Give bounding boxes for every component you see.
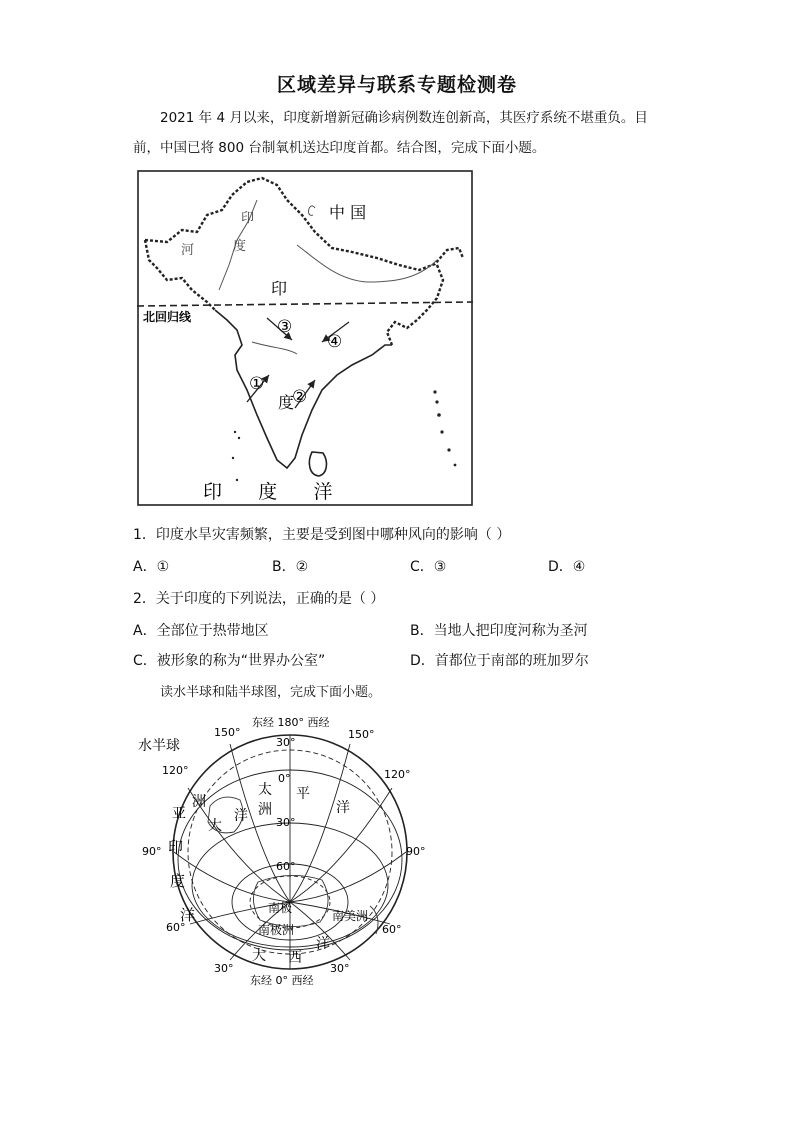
question-1-text: 印度水旱灾害频繁，主要是受到图中哪种风向的影响（ ） bbox=[155, 527, 511, 543]
lon-label-120e: 120° bbox=[384, 768, 411, 781]
label-india-top: 印 bbox=[271, 279, 288, 298]
lon-label-90e: 90° bbox=[406, 845, 426, 858]
tropic-label: 北回归线 bbox=[143, 310, 192, 324]
q2-option-d[interactable]: D．首都位于南部的班加罗尔 bbox=[410, 653, 589, 669]
q1-option-c[interactable]: C．③ bbox=[410, 559, 447, 575]
lat-label-30s: 30° bbox=[276, 816, 296, 829]
region-label-da: 大 bbox=[208, 818, 222, 834]
region-label-asia-zhou: 洲 bbox=[192, 794, 206, 810]
q1-option-b[interactable]: B．② bbox=[272, 559, 309, 575]
region-label-atlantic-da: 大 bbox=[252, 948, 266, 964]
label-china: 中 国 bbox=[329, 203, 367, 222]
lon-label-60e: 60° bbox=[382, 923, 402, 936]
region-label-tai: 太 bbox=[258, 782, 272, 798]
question-2-number: 2． bbox=[133, 591, 156, 607]
question-2-text: 关于印度的下列说法，正确的是（ ） bbox=[155, 591, 385, 607]
region-label-south-pole: 南极 bbox=[268, 901, 293, 915]
lon-label-30w: 30° bbox=[214, 962, 234, 975]
label-river-1: 印 bbox=[241, 211, 255, 226]
lon-label-30e: 30° bbox=[330, 962, 350, 975]
region-label-zhou: 洲 bbox=[258, 802, 272, 818]
question-2 bbox=[133, 588, 384, 608]
lat-label-30n: 30° bbox=[276, 736, 296, 749]
arrow-label-3: ③ bbox=[277, 317, 293, 337]
lon-label-150w: 150° bbox=[214, 726, 241, 739]
q2-option-b[interactable]: B．当地人把印度河称为圣河 bbox=[410, 623, 588, 639]
question-1-number: 1． bbox=[133, 527, 156, 543]
instruction-2: 读水半球和陆半球图，完成下面小题。 bbox=[160, 685, 382, 700]
region-label-atlantic-yang: 洋 bbox=[316, 936, 330, 952]
label-indian-ocean: 印 度 洋 bbox=[203, 481, 333, 503]
label-india-low: 度 bbox=[278, 393, 295, 412]
region-label-ping: 平 bbox=[296, 786, 310, 802]
region-label-ya: 亚 bbox=[172, 806, 186, 822]
lon-label-120w: 120° bbox=[162, 764, 189, 777]
lat-label-60s: 60° bbox=[276, 860, 296, 873]
q2-option-c[interactable]: C．被形象的称为“世界办公室” bbox=[133, 653, 326, 669]
map-frame bbox=[138, 171, 472, 505]
q2-option-a[interactable]: A．全部位于热带地区 bbox=[133, 623, 269, 639]
lon-label-90w: 90° bbox=[142, 845, 162, 858]
lon-label-60w: 60° bbox=[166, 921, 186, 934]
water-hemisphere-map bbox=[130, 710, 440, 1000]
lon-label-150e: 150° bbox=[348, 728, 375, 741]
region-label-atlantic-xi: 西 bbox=[288, 950, 302, 966]
label-river-2: 度 bbox=[233, 239, 247, 254]
arrow-label-4: ④ bbox=[327, 332, 343, 352]
q1-option-d[interactable]: D．④ bbox=[548, 559, 586, 575]
q1-option-a[interactable]: A．① bbox=[133, 559, 170, 575]
region-label-antarctica: 南极洲 bbox=[258, 923, 295, 937]
hemisphere-title: 水半球 bbox=[138, 738, 180, 754]
top-longitude-label: 东经 180° 西经 bbox=[252, 716, 330, 729]
intro-line-1: 2021 年 4 月以来，印度新增新冠确诊病例数连创新高，其医疗系统不堪重负。目 bbox=[160, 110, 648, 126]
region-label-du: 度 bbox=[170, 872, 186, 890]
question-1 bbox=[133, 524, 510, 544]
intro-text bbox=[133, 103, 673, 163]
intro-line-2: 前，中国已将 800 台制氧机送达印度首都。结合图，完成下面小题。 bbox=[133, 140, 546, 156]
arrow-label-2: ② bbox=[292, 387, 308, 407]
region-label-oceania-yang: 洋 bbox=[234, 808, 248, 824]
label-river-3: 河 bbox=[181, 243, 195, 258]
bottom-longitude-label: 东经 0° 西经 bbox=[250, 974, 314, 987]
region-label-south-america: 南美洲 bbox=[332, 909, 369, 923]
page-title: 区域差异与联系专题检测卷 bbox=[276, 74, 517, 96]
india-map bbox=[137, 170, 473, 506]
arrow-label-1: ① bbox=[249, 374, 265, 394]
lat-label-0: 0° bbox=[278, 772, 291, 785]
region-label-yang: 洋 bbox=[336, 800, 350, 816]
region-label-yin: 印 bbox=[168, 838, 184, 856]
region-label-indian-yang: 洋 bbox=[180, 906, 196, 924]
